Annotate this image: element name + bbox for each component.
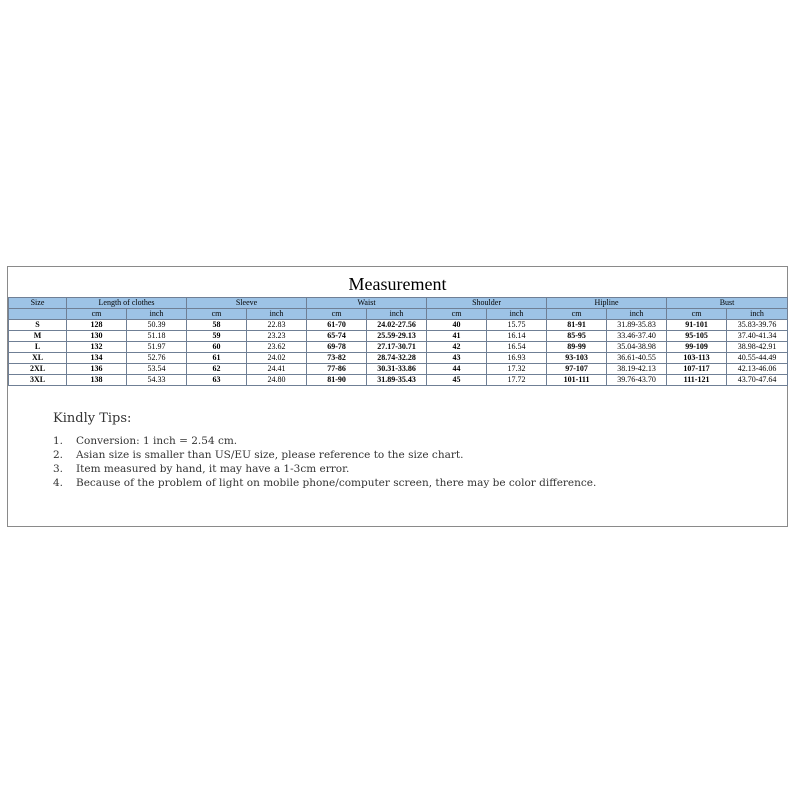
tip-item	[53, 448, 653, 462]
table-cell: 33.46-37.40	[607, 331, 667, 342]
table-cell: 130	[67, 331, 127, 342]
kindly-tips	[53, 411, 653, 490]
tips-list	[53, 434, 653, 490]
size-cell: L	[9, 342, 67, 353]
table-row	[9, 364, 788, 375]
table-cell: 61-70	[307, 320, 367, 331]
table-cell: 138	[67, 375, 127, 386]
table-cell: 61	[187, 353, 247, 364]
tip-number: 1.	[53, 435, 64, 447]
table-cell: 62	[187, 364, 247, 375]
table-cell: 16.14	[487, 331, 547, 342]
table-cell: 81-90	[307, 375, 367, 386]
tip-number: 2.	[53, 449, 64, 461]
table-cell: 17.32	[487, 364, 547, 375]
group-header-row	[9, 298, 788, 309]
size-cell: S	[9, 320, 67, 331]
table-cell: 31.89-35.83	[607, 320, 667, 331]
table-cell: 43	[427, 353, 487, 364]
table-cell: 93-103	[547, 353, 607, 364]
table-cell: 39.76-43.70	[607, 375, 667, 386]
table-cell: 45	[427, 375, 487, 386]
unit-header-inch: inch	[247, 309, 307, 320]
table-cell: 42	[427, 342, 487, 353]
unit-header-cm: cm	[307, 309, 367, 320]
table-cell: 50.39	[127, 320, 187, 331]
table-cell: 54.33	[127, 375, 187, 386]
table-cell: 85-95	[547, 331, 607, 342]
table-cell: 30.31-33.86	[367, 364, 427, 375]
tip-number: 4.	[53, 477, 64, 489]
table-cell: 59	[187, 331, 247, 342]
size-cell: M	[9, 331, 67, 342]
table-cell: 31.89-35.43	[367, 375, 427, 386]
table-cell: 38.98-42.91	[727, 342, 788, 353]
table-row	[9, 375, 788, 386]
size-chart-panel	[7, 266, 788, 527]
unit-header-cm: cm	[667, 309, 727, 320]
table-cell: 51.18	[127, 331, 187, 342]
chart-title: Measurement	[348, 274, 447, 294]
table-cell: 136	[67, 364, 127, 375]
table-cell: 69-78	[307, 342, 367, 353]
group-header-sleeve: Sleeve	[187, 298, 307, 309]
table-cell: 28.74-32.28	[367, 353, 427, 364]
size-cell: XL	[9, 353, 67, 364]
table-cell: 16.54	[487, 342, 547, 353]
table-cell: 38.19-42.13	[607, 364, 667, 375]
table-cell: 77-86	[307, 364, 367, 375]
size-cell: 3XL	[9, 375, 67, 386]
tip-item	[53, 434, 653, 448]
table-cell: 134	[67, 353, 127, 364]
tip-number: 3.	[53, 463, 64, 475]
unit-header-cm: cm	[427, 309, 487, 320]
unit-header-row	[9, 309, 788, 320]
table-cell: 65-74	[307, 331, 367, 342]
group-header-hipline: Hipline	[547, 298, 667, 309]
unit-header-inch: inch	[607, 309, 667, 320]
table-cell: 24.41	[247, 364, 307, 375]
tip-text: Item measured by hand, it may have a 1-3cm error.	[76, 463, 350, 475]
group-header-shoulder: Shoulder	[427, 298, 547, 309]
table-cell: 43.70-47.64	[727, 375, 788, 386]
table-cell: 37.40-41.34	[727, 331, 788, 342]
unit-header-cm: cm	[547, 309, 607, 320]
table-row	[9, 353, 788, 364]
tip-text: Conversion: 1 inch = 2.54 cm.	[76, 435, 238, 447]
group-header-waist: Waist	[307, 298, 427, 309]
tip-text: Because of the problem of light on mobile phone/computer screen, there may be color difference.	[76, 477, 597, 489]
table-cell: 35.83-39.76	[727, 320, 788, 331]
tip-item	[53, 462, 653, 476]
unit-header-inch: inch	[727, 309, 788, 320]
table-cell: 24.02-27.56	[367, 320, 427, 331]
table-cell: 35.04-38.98	[607, 342, 667, 353]
table-cell: 128	[67, 320, 127, 331]
tip-item	[53, 476, 653, 490]
table-cell: 22.83	[247, 320, 307, 331]
table-cell: 17.72	[487, 375, 547, 386]
table-row	[9, 320, 788, 331]
unit-header-inch: inch	[367, 309, 427, 320]
table-cell: 16.93	[487, 353, 547, 364]
unit-header-cm: cm	[187, 309, 247, 320]
table-row	[9, 331, 788, 342]
table-cell: 95-105	[667, 331, 727, 342]
unit-header-inch: inch	[127, 309, 187, 320]
size-header: Size	[9, 298, 67, 309]
table-cell: 89-99	[547, 342, 607, 353]
table-cell: 44	[427, 364, 487, 375]
table-cell: 27.17-30.71	[367, 342, 427, 353]
table-row	[9, 342, 788, 353]
table-cell: 15.75	[487, 320, 547, 331]
size-cell: 2XL	[9, 364, 67, 375]
table-cell: 63	[187, 375, 247, 386]
table-cell: 42.13-46.06	[727, 364, 788, 375]
table-cell: 73-82	[307, 353, 367, 364]
table-cell: 132	[67, 342, 127, 353]
unit-header-cm: cm	[67, 309, 127, 320]
table-cell: 91-101	[667, 320, 727, 331]
tip-text: Asian size is smaller than US/EU size, please reference to the size chart.	[76, 449, 464, 461]
table-cell: 23.62	[247, 342, 307, 353]
table-cell: 51.97	[127, 342, 187, 353]
unit-header-inch: inch	[487, 309, 547, 320]
unit-header-blank	[9, 309, 67, 320]
table-cell: 41	[427, 331, 487, 342]
group-header-length: Length of clothes	[67, 298, 187, 309]
table-cell: 107-117	[667, 364, 727, 375]
table-cell: 40	[427, 320, 487, 331]
size-table	[8, 297, 788, 386]
tips-heading: Kindly Tips:	[53, 411, 132, 426]
table-cell: 99-109	[667, 342, 727, 353]
table-cell: 40.55-44.49	[727, 353, 788, 364]
table-cell: 81-91	[547, 320, 607, 331]
table-cell: 25.59-29.13	[367, 331, 427, 342]
table-cell: 24.80	[247, 375, 307, 386]
table-cell: 60	[187, 342, 247, 353]
table-cell: 103-113	[667, 353, 727, 364]
table-cell: 52.76	[127, 353, 187, 364]
table-cell: 36.61-40.55	[607, 353, 667, 364]
table-cell: 53.54	[127, 364, 187, 375]
table-cell: 58	[187, 320, 247, 331]
table-cell: 111-121	[667, 375, 727, 386]
group-header-bust: Bust	[667, 298, 788, 309]
table-cell: 23.23	[247, 331, 307, 342]
table-cell: 24.02	[247, 353, 307, 364]
table-cell: 97-107	[547, 364, 607, 375]
table-cell: 101-111	[547, 375, 607, 386]
